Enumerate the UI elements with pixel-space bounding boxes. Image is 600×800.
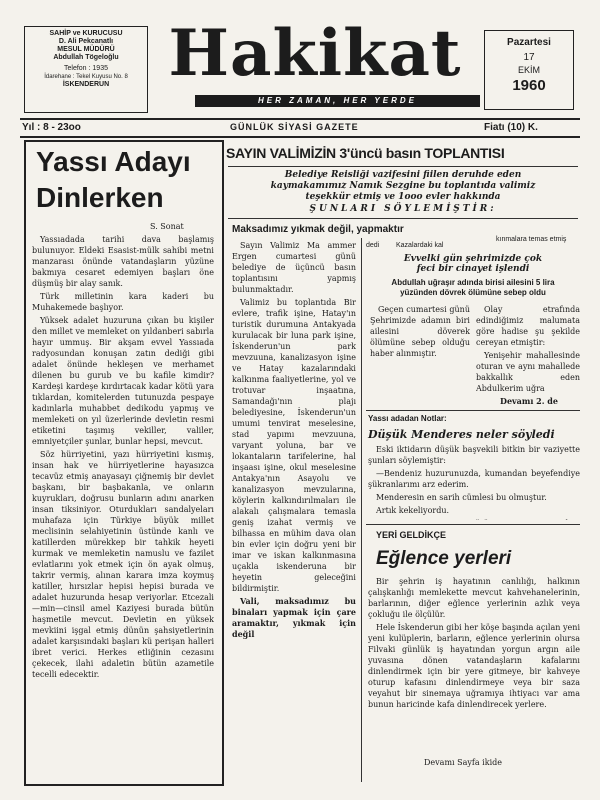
column-continue: Devamı Sayfa ikide — [424, 758, 502, 767]
top-rule — [20, 118, 580, 120]
mid-p3: Vali, maksadımız bu binaları yapmak için çare aramaktır, yıkmak için değil — [232, 596, 356, 639]
year-issue: Yıl : 8 - 23oo — [22, 122, 81, 133]
right-top-strip — [366, 238, 580, 252]
mid-p2: Valimiz bu toplantıda Bir evlere, trafik işine, Hatay'ın turistik durumuna Antakyada kurulacak bir luna park işine, İskenderun'un park mevzuuna, kanalizasyon işine ve Hatay kazalarındaki kalkınma faaliyetlerine, yol ve trotuvar inşaatına, Samandağı'nın plajı belediyesine, İskenderun'un umumi tenvirat meselesine, stad yapımı mevzuuna, varyant yoluna, bar ve lokantaların tarifelerine, hal inşaası işine, okul meselesine Antakya'nın Asayolu ve kanalizasyon mevzularına, köylerin kalkındırılmaları ile alakalı çalışmalara temasla geniş izahat vermiş ve bilhassa en mühim dava olan bin evler için doğru yeni bir imar ve iskan kalkınmasına uçakla iskenderuna bir heyetin geleceğini bildirmiştir. — [232, 298, 356, 593]
office-address: İdarehane : Tekel Kuyusu No. 8 — [44, 74, 128, 80]
owner-info-box — [24, 26, 148, 113]
newspaper-type: GÜNLÜK SİYASİ GAZETE — [230, 122, 359, 132]
date-box — [484, 30, 574, 110]
strip-text2: kınmalara temas etmiş — [496, 236, 567, 243]
crime-sub1: Abdullah uğraşır adında birisi ailesini 5 lira — [391, 278, 555, 287]
mid-p1: Sayın Valimiz Ma ammer Ergen cumartesi günü belediye de üçüncü basın toplantısını yapmış bulunmaktadır. — [232, 241, 356, 294]
editor-label: MESUL MÜDÜRÜ — [57, 46, 115, 53]
mid-article-body — [232, 240, 356, 782]
column-p2: Hele İskenderun gibi her köşe başında açılan yeni yeni kulüplerin, barların, eğlence yerlerinin olursa Filvaki günlük iş hayatından yorgun argın aile yuvasına dönen vatandaşların kafalarını dinlendirmek için bir yere gitmeye, bir kahveye oturup kafasını dinlendirmeye veya bir saza veyahut bir sinemaya uğramıya ihtiyacı var ama bunun haricinde kafa dinlendirecek yerlere. — [368, 623, 580, 709]
notes-title: Düşük Menderes neler söyledi — [368, 428, 555, 441]
notes-p2: —Bendeniz huzurunuzda, kumandan beyefendiye şükranlarımı arz ederim. — [368, 469, 580, 489]
crime-headline — [366, 254, 580, 274]
crime-p3: Yenişehir mahallesinde oturan ve aynı mahallede bakkallık eden Abdulkerim uğra — [476, 351, 580, 393]
headline-deck — [226, 170, 580, 215]
notes-body — [368, 444, 580, 520]
notes-p4: Artık kekeliyordu. — [376, 506, 450, 515]
date-number: 17 — [523, 52, 535, 63]
deck-line4: ŞUNLARI SÖYLEMİŞTİR: — [309, 204, 497, 214]
date-month: EKİM — [517, 65, 540, 75]
left-article-author: S. Sonat — [150, 222, 184, 231]
date-day: Pazartesi — [507, 37, 551, 48]
date-year: 1960 — [512, 77, 546, 94]
mid-article-title: Maksadımız yıkmak değil, yapmaktır — [232, 224, 404, 235]
notes-p3: Menderesin en sarih cümlesi bu olmuştur. — [376, 493, 547, 502]
column-body — [368, 576, 580, 752]
crime-body-left — [370, 304, 470, 406]
newspaper-slogan: HER ZAMAN, HER YERDE — [195, 95, 480, 107]
left-p4: Söz hürriyetini, yazı hürriyetini kısmış, insan hak ve hürriyetlerine hayasızca tecavüz etmiş anayasayı çiğnemiş bir devlet başkanı, bir başbakanla, ve onların kuyrukları, doğrusu bunların adını anarken insan tiksiniyor. Oturdukları sandalyeları muhafaza için Türkiye büyük millet meclisinin selahiyetinin üstünde kanlı ve katillerden mürekkep bir tahkik heyeti kurmak ve memleketin namuslu ve fazilet evlatlarını yok etmek için ön ayak olmuş, takrir vermiş, alınan karara imza koymuş katiller, hırsızlar hepisi hepisi burada ve adalet huzurunda hesap veriyorlar. Etcezali—min—cinsil amel Kaziyesi burada bütün haşmetile mevcut. Devletin en yüksek mevkiini işgal etmiş dünün şahsiyetlerinin adalet karşısındaki başları kü perişan halleri ibret verici. Herkes etliğinin cezasını çekecek, ilahi adaletin bütün azametile tecelli edecektir. — [32, 450, 214, 679]
meta-rule — [20, 136, 580, 138]
left-title-line1: Yassı Adayı — [36, 146, 191, 177]
editor-name: Abdullah Tögeloğlu — [53, 54, 119, 61]
crime-rule — [366, 410, 580, 411]
newspaper-title: Hakikat — [168, 16, 462, 91]
column-p1: Bir şehrin iş hayatının canlılığı, halkının çalışkanlığı memlekette mevcut kahvehanelerinin, barlarının, diğer eğlence yerlerinin azlık veya çokluğu ile ölçülür. — [368, 577, 580, 619]
left-article-title — [36, 144, 216, 216]
crime-title1: Evvelki gün şehrimizde çok — [403, 254, 543, 264]
crime-p1: Geçen cumartesi günü Şehrimizde adamın biri ailesini döverek ölümüne sebep olduğu haber alınmıştır. — [370, 305, 470, 358]
deck-line3: teşekkür etmiş ve 1ooo evler hakkında — [305, 192, 501, 202]
phone-number: Telefon : 1935 — [64, 65, 108, 72]
notes-p5 — [368, 518, 580, 520]
crime-sub2: yüzünden dövrek ölümüne sebep oldu — [400, 288, 546, 297]
owner-label: SAHİP ve KURUCUSU — [49, 30, 123, 37]
mid-column-rule — [361, 238, 362, 782]
deck-line1: Belediye Reisliği vazifesini fiilen deruhde eden — [284, 170, 522, 180]
crime-subheadline — [366, 278, 580, 298]
strip-text1: Kazalardaki kal — [396, 242, 444, 249]
main-headline: SAYIN VALİMİZİN 3'üncü basın TOPLANTISI — [226, 145, 505, 161]
column-title: Eğlence yerleri — [376, 548, 512, 569]
strip-text3: dedi — [366, 242, 380, 249]
left-p2: Türk milletinin kara kaderi bu Muhakemede başlıyor. — [32, 292, 214, 312]
left-title-line2: Dinlerken — [36, 182, 164, 213]
owner-name: D. Ali Pekcanatlı — [58, 38, 114, 45]
notes-rule — [366, 524, 580, 525]
left-article-body — [32, 234, 214, 778]
left-p1: Yassıadada tarihi dava başlamış bulunuyor. Eldeki Esasist-mülk sahibi metni manzarası önünde vatandaşların yüzüne bakmıya cesaret edemiyen başları öne düşmüş bir alay sanık. — [32, 235, 214, 288]
left-p3: Yüksek adalet huzuruna çıkan bu kişiler den millet ve memleket on yıldanberi sabırla hayır ummuş. Bir akşam evvel Yassıada radyosundan konuşan zatın dediği gibi adalet önünde hekleşen ve merhamet dilenen bu gurub ve bu kafile kimdir? Kardeşi kardeşe kırdırtacak kadar kötü yara tıklardan, komitelerden tutunuzda pespaye kadınlarla muhabbet dedikodu yapmış ve memleketi on yıl üzerlerinde devletin resmi etiketini taşımış vekiller, valiler, emniyetçiler şunlar, bunlar hepsi, mevcut. — [32, 316, 214, 446]
notes-label: Yassı adadan Notlar: — [368, 414, 447, 423]
headline-rule — [228, 166, 578, 167]
notes-p1: Eski iktidarın düşük başvekili bitkin bir vaziyette şunları söylemiştir: — [368, 445, 580, 465]
office-city: İSKENDERUN — [62, 81, 110, 88]
crime-p2: Olay etrafında edindiğimiz malumata göre hadise şu şekilde cereyan etmiştir: — [476, 305, 580, 347]
crime-body-right — [476, 304, 580, 394]
crime-title2: feci bir cinayet işlendi — [416, 264, 530, 274]
column-label: YERİ GELDİKÇE — [376, 530, 447, 540]
crime-continue: Devamı 2. de — [500, 396, 558, 406]
price: Fiatı (10) K. — [484, 122, 538, 133]
deck-rule — [228, 218, 578, 219]
deck-line2: kaymakamımız Namık Sezgine bu toplantıda valimiz — [270, 181, 536, 191]
